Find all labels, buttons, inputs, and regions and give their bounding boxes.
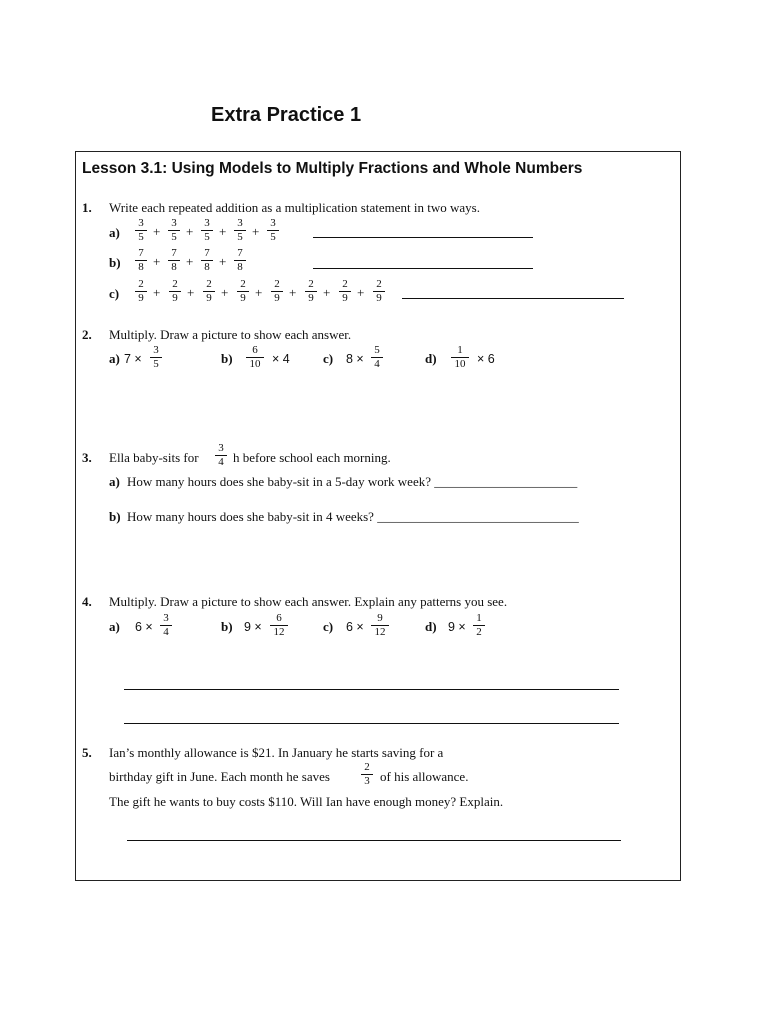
q1c-expression-plus-sign: + <box>323 285 331 300</box>
q1b-expression-plus-sign: + <box>219 254 227 269</box>
q3-text-start: Ella baby-sits for <box>109 450 199 465</box>
q1a-expression-fraction: 3 5 <box>135 218 147 243</box>
q1c-expression-plus-sign: + <box>187 285 195 300</box>
q1c-expression-plus-sign: + <box>255 285 263 300</box>
q3-fraction: 3 4 <box>215 443 227 468</box>
q2d-label: d) <box>425 351 437 366</box>
q4b-multiplier: 9 × <box>244 620 262 634</box>
q3-text-end: h before school each morning. <box>233 450 391 465</box>
q1c-expression-fraction: 2 9 <box>203 279 215 304</box>
q1b-expression-fraction: 7 8 <box>135 248 147 273</box>
q1b-expression-fraction: 7 8 <box>168 248 180 273</box>
q1c-expression-fraction: 2 9 <box>271 279 283 304</box>
q1c-expression-plus-sign: + <box>153 285 161 300</box>
q2-text: Multiply. Draw a picture to show each answer. <box>109 327 352 342</box>
q2b-multiplier: × 4 <box>272 352 290 366</box>
q4b-fraction: 6 12 <box>270 613 288 638</box>
q5-line-2-end: of his allowance. <box>380 769 469 784</box>
q2a-fraction: 3 5 <box>150 345 162 370</box>
q5-number: 5. <box>82 745 92 760</box>
q2c-multiplier: 8 × <box>346 352 364 366</box>
q1-number: 1. <box>82 200 92 215</box>
q1a-expression-plus-sign: + <box>252 224 260 239</box>
q5-fraction: 2 3 <box>361 762 373 787</box>
q1c-expression-plus-sign: + <box>221 285 229 300</box>
q4c-multiplier: 6 × <box>346 620 364 634</box>
q1a-expression-plus-sign: + <box>219 224 227 239</box>
q2c-fraction: 5 4 <box>371 345 383 370</box>
q1c-expression-plus-sign: + <box>357 285 365 300</box>
q4a-fraction: 3 4 <box>160 613 172 638</box>
q1b-expression-plus-sign: + <box>153 254 161 269</box>
q1c-expression-fraction: 2 9 <box>237 279 249 304</box>
q1c-expression-fraction: 2 9 <box>305 279 317 304</box>
q1c-expression-fraction: 2 9 <box>169 279 181 304</box>
q1a-expression-fraction: 3 5 <box>267 218 279 243</box>
q1b-label: b) <box>109 255 121 270</box>
q5-line-1: Ian’s monthly allowance is $21. In January he starts saving for a <box>109 745 444 760</box>
q2d-fraction: 1 10 <box>451 345 469 370</box>
q2b-fraction: 6 10 <box>246 345 264 370</box>
q1b-expression-fraction: 7 8 <box>201 248 213 273</box>
lesson-heading: Lesson 3.1: Using Models to Multiply Fractions and Whole Numbers <box>82 160 583 177</box>
q5-line-3: The gift he wants to buy costs $110. Will Ian have enough money? Explain. <box>109 794 504 809</box>
q3a-label: a) <box>109 474 120 489</box>
q1c-label: c) <box>109 286 120 301</box>
q4b-label: b) <box>221 619 233 634</box>
q4d-label: d) <box>425 619 437 634</box>
q1a-expression-fraction: 3 5 <box>168 218 180 243</box>
q3-number: 3. <box>82 450 92 465</box>
q3b-label: b) <box>109 509 121 524</box>
q4a-multiplier: 6 × <box>135 620 153 634</box>
q1a-label: a) <box>109 225 120 240</box>
page-title: Extra Practice 1 <box>211 104 362 126</box>
q3b-text: How many hours does she baby-sit in 4 weeks? _______________________________ <box>127 509 579 524</box>
q4d-fraction: 1 2 <box>473 613 485 638</box>
q1c-answer-line[interactable] <box>402 298 624 299</box>
q1a-expression-plus-sign: + <box>153 224 161 239</box>
q2a-multiplier: 7 × <box>124 352 142 366</box>
q1c-expression-fraction: 2 9 <box>373 279 385 304</box>
q4d-multiplier: 9 × <box>448 620 466 634</box>
q4c-fraction: 9 12 <box>371 613 389 638</box>
q1c-expression-plus-sign: + <box>289 285 297 300</box>
q5-line-2-start: birthday gift in June. Each month he saves <box>109 769 330 784</box>
q2b-label: b) <box>221 351 233 366</box>
q1a-expression-fraction: 3 5 <box>201 218 213 243</box>
q1b-expression-fraction: 7 8 <box>234 248 246 273</box>
q4-answer-line-2[interactable] <box>124 723 619 724</box>
q1-text: Write each repeated addition as a multiplication statement in two ways. <box>109 200 480 215</box>
q1b-answer-line[interactable] <box>313 268 533 269</box>
q1c-expression-fraction: 2 9 <box>135 279 147 304</box>
q4-text: Multiply. Draw a picture to show each answer. Explain any patterns you see. <box>109 594 508 609</box>
q1a-expression-plus-sign: + <box>186 224 194 239</box>
q2a-label: a) <box>109 351 120 366</box>
q4c-label: c) <box>323 619 334 634</box>
q4a-label: a) <box>109 619 120 634</box>
q3a-text: How many hours does she baby-sit in a 5-day work week? ______________________ <box>127 474 578 489</box>
q1c-expression-fraction: 2 9 <box>339 279 351 304</box>
q1a-answer-line[interactable] <box>313 237 533 238</box>
q5-answer-line[interactable] <box>127 840 621 841</box>
q4-answer-line-1[interactable] <box>124 689 619 690</box>
q2-number: 2. <box>82 327 92 342</box>
q4-number: 4. <box>82 594 92 609</box>
q2c-label: c) <box>323 351 334 366</box>
q1b-expression-plus-sign: + <box>186 254 194 269</box>
q2d-multiplier: × 6 <box>477 352 495 366</box>
q1a-expression-fraction: 3 5 <box>234 218 246 243</box>
